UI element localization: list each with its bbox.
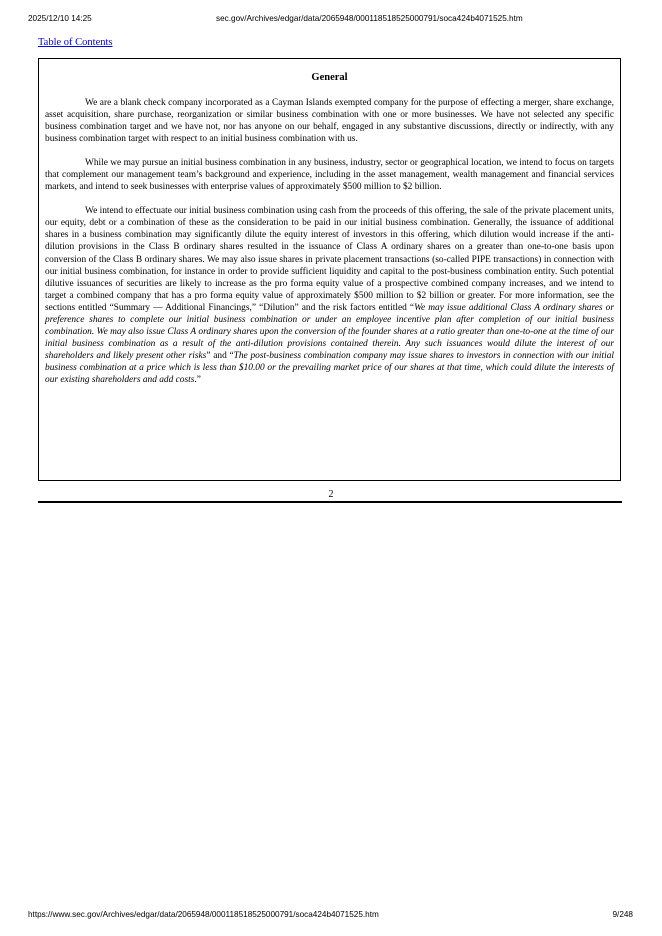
paragraph-2: While we may pursue an initial business combination in any business, industry, sector or geographical location, we intend to focus on targets that complement our management team’s background and experience, including in the asset management, wealth management and financial services markets, and intend to seek businesses with enterprise values of approximately $500 million to $2 billion. [45,158,614,193]
page-divider [38,501,622,503]
paragraph-1: We are a blank check company incorporated as a Cayman Islands exempted company for the purpose of effecting a merger, share exchange, asset acquisition, share purchase, reorganization or similar business combination with one or more businesses. We have not selected any specific business combination target and we have not, nor has anyone on our behalf, engaged in any substantive discussions, directly or indirectly, with any business combination target with respect to an initial business combination with us. [45,98,614,145]
paragraph-3-joiner: ” and “ [206,350,234,361]
general-section-box [38,58,621,481]
print-datetime: 2025/12/10 14:25 [28,14,92,23]
print-url: https://www.sec.gov/Archives/edgar/data/2065948/000118518525000791/soca424b4071525.htm [28,910,379,919]
paragraph-3 [45,205,614,386]
section-title: General [311,72,348,83]
paragraph-3-end: .” [194,374,201,385]
print-header [0,14,662,28]
page-number: 2 [328,489,334,500]
table-of-contents-link[interactable]: Table of Contents [38,37,113,48]
print-footer [0,910,662,924]
risk-factor-title-2: The post-business combination company may issue shares to investors in connection with our initial business combination at a price which is less than $10.00 or the prevailing market price of our shares at that time, which could dilute the interests of our existing shareholders and add costs [45,350,614,385]
risk-factor-title-1: We may issue additional Class A ordinary shares or preference shares to complete our initial business combination or under an employee incentive plan after completion of our initial business combination. We may also issue Class A ordinary shares upon the conversion of the founder shares at a ratio greater than one-to-one at the time of our initial business combination as a result of the anti-dilution provisions contained therein. Any such issuances would dilute the interest of our shareholders and likely present other risks [45,302,615,361]
print-page-title: sec.gov/Archives/edgar/data/2065948/000118518525000791/soca424b4071525.htm [216,14,523,23]
print-page-count: 9/248 [612,910,633,919]
paragraph-3-text: We intend to effectuate our initial business combination using cash from the proceeds of this offering, the sale of the private placement units, our equity, debt or a combination of these as the consideration to be paid in our initial business combination. Generally, the issuance of additional shares in a business combination may significantly dilute the equity interest of investors in this offering, which dilution would increase if the anti-dilution provisions in the Class B ordinary shares resulted in the issuance of Class A ordinary shares on a greater than one-to-one basis upon conversion of the Class B ordinary shares. We may also issue shares in private placement transactions (so-called PIPE transactions) in connection with our initial business combination, for instance in order to provide sufficient liquidity and capital to the post-business combination entity. Such potential dilutive issuances of securities are likely to increase as the pro forma equity value of a prospective combined company increases, and we intend to target a combined company that has a pro forma equity value of approximately $500 million to $2 billion or greater. For more information, see the sections entitled “Summary — Additional Financings,” “Dilution” and the risk factors entitled “ [45,206,614,313]
